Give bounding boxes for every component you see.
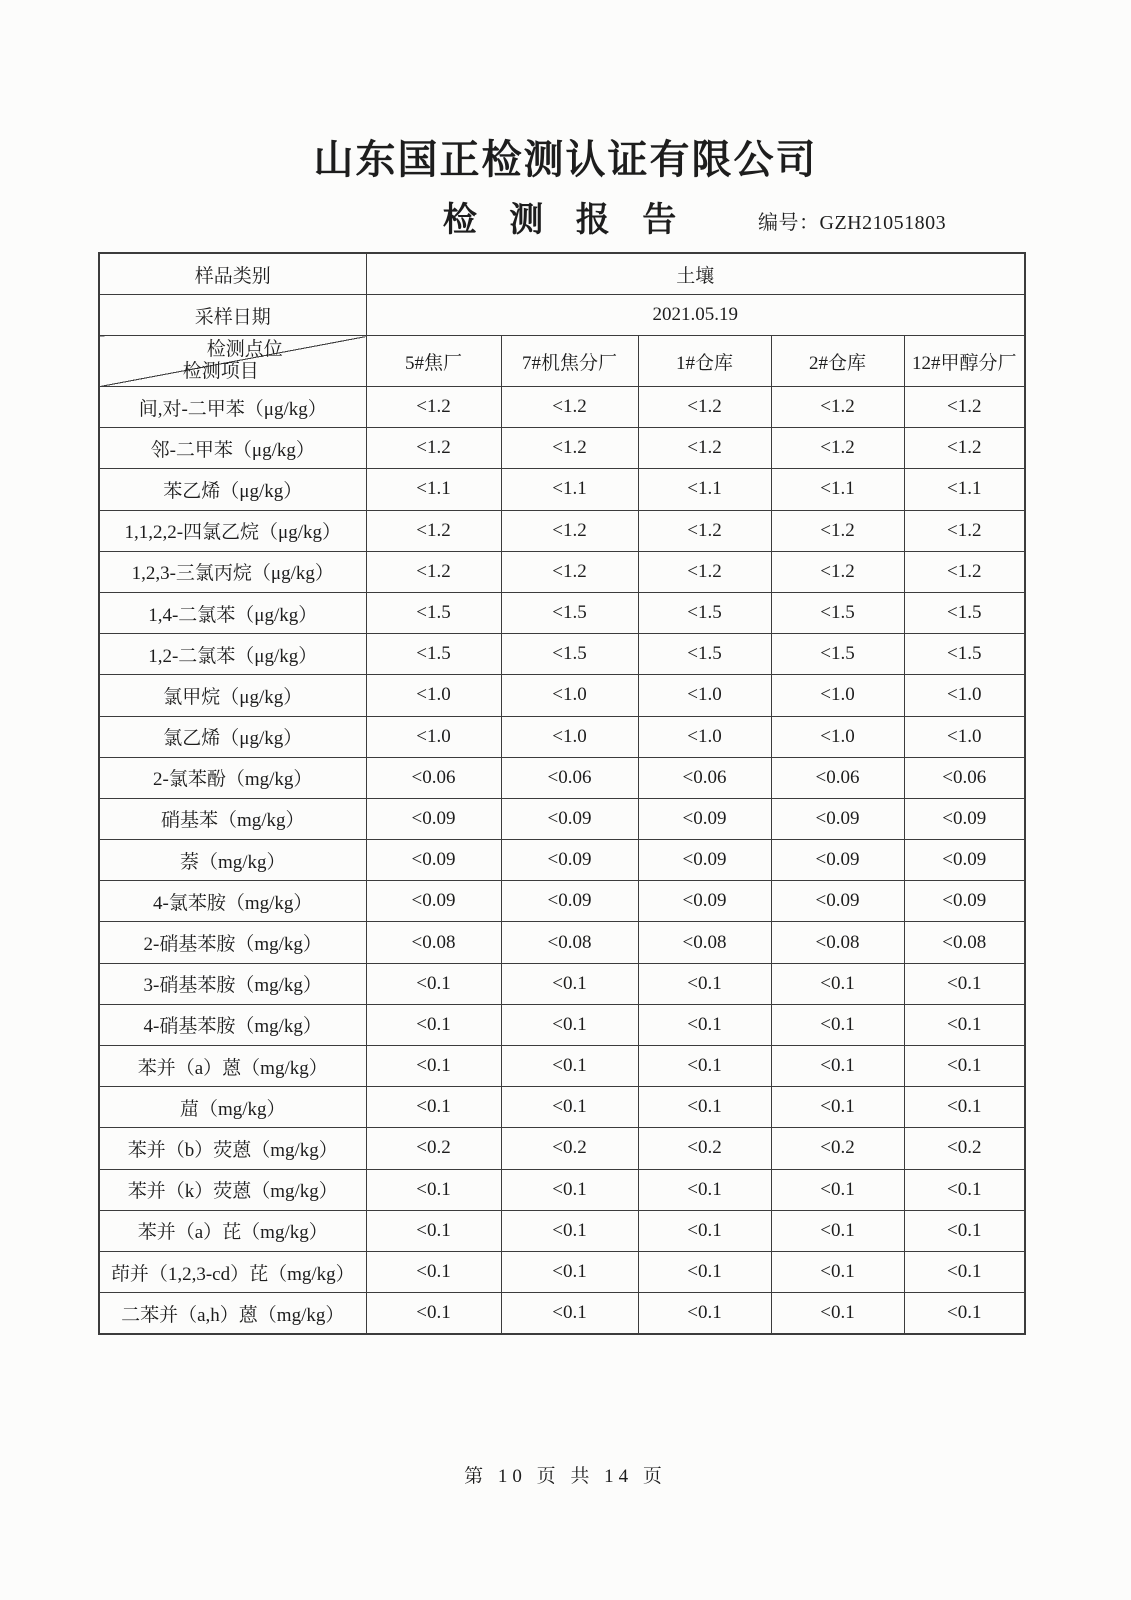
result-value: <1.2 (771, 387, 904, 428)
result-value: <0.08 (771, 922, 904, 963)
result-value: <0.1 (501, 1004, 638, 1045)
result-value: <1.2 (366, 510, 501, 551)
result-value: <1.2 (638, 428, 771, 469)
result-value: <0.1 (771, 963, 904, 1004)
report-number (758, 206, 946, 235)
item-name: 苯并（b）荧蒽（mg/kg） (99, 1128, 366, 1169)
result-value: <0.09 (501, 840, 638, 881)
location-header: 1#仓库 (638, 336, 771, 387)
result-value: <0.1 (501, 1087, 638, 1128)
result-value: <0.06 (771, 757, 904, 798)
table-row (99, 840, 1025, 881)
result-value: <0.09 (771, 881, 904, 922)
result-value: <0.09 (771, 840, 904, 881)
table-row (99, 551, 1025, 592)
result-value: <0.06 (638, 757, 771, 798)
item-name: 4-硝基苯胺（mg/kg） (99, 1004, 366, 1045)
table-row (99, 1046, 1025, 1087)
result-value: <0.1 (771, 1293, 904, 1335)
result-value: <1.1 (904, 469, 1025, 510)
result-value: <0.1 (638, 1004, 771, 1045)
item-name: 4-氯苯胺（mg/kg） (99, 881, 366, 922)
result-value: <0.1 (366, 1046, 501, 1087)
table-row (99, 675, 1025, 716)
result-value: <0.1 (366, 1251, 501, 1292)
result-value: <0.09 (501, 798, 638, 839)
result-value: <1.2 (501, 510, 638, 551)
table-row (99, 510, 1025, 551)
result-value: <0.09 (366, 798, 501, 839)
result-value: <0.09 (638, 840, 771, 881)
result-value: <0.1 (771, 1004, 904, 1045)
result-value: <0.08 (366, 922, 501, 963)
table-row (99, 592, 1025, 633)
result-value: <0.1 (366, 1169, 501, 1210)
result-value: <1.5 (904, 634, 1025, 675)
result-value: <0.09 (501, 881, 638, 922)
result-value: <0.1 (904, 1087, 1025, 1128)
item-name: 硝基苯（mg/kg） (99, 798, 366, 839)
result-value: <0.1 (904, 1046, 1025, 1087)
sampling-date-row (99, 295, 1025, 336)
result-value: <0.2 (771, 1128, 904, 1169)
result-value: <0.1 (771, 1251, 904, 1292)
table-row (99, 1251, 1025, 1292)
result-value: <1.0 (501, 716, 638, 757)
result-value: <1.5 (771, 634, 904, 675)
table-row (99, 1128, 1025, 1169)
result-value: <1.1 (366, 469, 501, 510)
table-row (99, 881, 1025, 922)
result-value: <0.08 (904, 922, 1025, 963)
result-value: <0.1 (366, 963, 501, 1004)
item-name: 间,对-二甲苯（μg/kg） (99, 387, 366, 428)
result-value: <0.1 (638, 963, 771, 1004)
table-row (99, 963, 1025, 1004)
item-name: 3-硝基苯胺（mg/kg） (99, 963, 366, 1004)
result-value: <0.1 (904, 1210, 1025, 1251)
result-value: <0.1 (771, 1210, 904, 1251)
result-value: <0.1 (501, 963, 638, 1004)
result-value: <1.0 (501, 675, 638, 716)
result-value: <1.1 (501, 469, 638, 510)
sampling-date-label: 采样日期 (99, 295, 366, 336)
result-value: <1.2 (501, 551, 638, 592)
result-value: <0.1 (501, 1293, 638, 1335)
result-value: <1.5 (638, 592, 771, 633)
result-value: <0.1 (638, 1046, 771, 1087)
result-value: <1.0 (904, 716, 1025, 757)
result-value: <0.1 (638, 1210, 771, 1251)
sample-type-value: 土壤 (366, 253, 1025, 295)
item-name: 萘（mg/kg） (99, 840, 366, 881)
result-value: <1.2 (904, 510, 1025, 551)
result-value: <0.1 (638, 1293, 771, 1335)
results-table (98, 252, 1026, 1335)
result-value: <1.2 (771, 510, 904, 551)
table-row (99, 798, 1025, 839)
result-value: <0.1 (904, 1293, 1025, 1335)
item-name: 䓛（mg/kg） (99, 1087, 366, 1128)
table-row (99, 1210, 1025, 1251)
result-value: <0.09 (904, 798, 1025, 839)
item-name: 1,4-二氯苯（μg/kg） (99, 592, 366, 633)
table-row (99, 469, 1025, 510)
result-value: <0.1 (771, 1169, 904, 1210)
sampling-date-value: 2021.05.19 (366, 295, 1025, 336)
table-row (99, 1087, 1025, 1128)
result-value: <0.09 (638, 798, 771, 839)
result-value: <1.2 (904, 428, 1025, 469)
item-name: 氯甲烷（μg/kg） (99, 675, 366, 716)
result-value: <0.1 (638, 1087, 771, 1128)
item-name: 苯并（a）蒽（mg/kg） (99, 1046, 366, 1087)
report-title: 检 测 报 告 (442, 202, 689, 239)
result-value: <1.2 (638, 387, 771, 428)
corner-cell (99, 336, 366, 387)
result-value: <0.2 (638, 1128, 771, 1169)
result-value: <0.1 (904, 1004, 1025, 1045)
result-value: <0.1 (771, 1046, 904, 1087)
table-row (99, 1293, 1025, 1335)
report-number-value: GZH21051803 (819, 212, 947, 234)
table-row (99, 634, 1025, 675)
result-value: <1.1 (771, 469, 904, 510)
item-name: 1,2,3-三氯丙烷（μg/kg） (99, 551, 366, 592)
item-name: 氯乙烯（μg/kg） (99, 716, 366, 757)
sample-type-row (99, 253, 1025, 295)
result-value: <0.09 (366, 840, 501, 881)
result-value: <0.09 (904, 840, 1025, 881)
result-value: <1.0 (904, 675, 1025, 716)
result-value: <0.08 (638, 922, 771, 963)
result-value: <0.1 (366, 1293, 501, 1335)
location-header: 7#机焦分厂 (501, 336, 638, 387)
result-value: <0.08 (501, 922, 638, 963)
company-name: 山东国正检测认证有限公司 (313, 137, 818, 182)
item-name: 邻-二甲苯（μg/kg） (99, 428, 366, 469)
result-value: <0.1 (638, 1251, 771, 1292)
result-value: <1.2 (771, 428, 904, 469)
result-value: <1.0 (638, 716, 771, 757)
corner-label-points: 检测点位 (206, 339, 283, 360)
result-value: <1.2 (638, 510, 771, 551)
result-value: <1.0 (771, 675, 904, 716)
result-value: <0.1 (501, 1169, 638, 1210)
item-name: 2-氯苯酚（mg/kg） (99, 757, 366, 798)
result-value: <1.2 (904, 387, 1025, 428)
sample-type-label: 样品类别 (99, 253, 366, 295)
result-value: <0.1 (366, 1210, 501, 1251)
result-value: <1.2 (771, 551, 904, 592)
result-value: <1.0 (771, 716, 904, 757)
table-row (99, 716, 1025, 757)
result-value: <0.2 (501, 1128, 638, 1169)
result-value: <1.2 (366, 387, 501, 428)
item-name: 2-硝基苯胺（mg/kg） (99, 922, 366, 963)
result-value: <1.5 (366, 634, 501, 675)
page-indicator: 第 10 页 共 14 页 (464, 1466, 667, 1487)
item-name: 二苯并（a,h）蒽（mg/kg） (99, 1293, 366, 1335)
result-value: <0.1 (501, 1210, 638, 1251)
item-name: 苯并（a）芘（mg/kg） (99, 1210, 366, 1251)
result-value: <0.1 (904, 1251, 1025, 1292)
report-number-label: 编号： (758, 212, 820, 234)
result-value: <1.5 (638, 634, 771, 675)
result-value: <1.2 (501, 387, 638, 428)
result-value: <0.1 (904, 963, 1025, 1004)
table-row (99, 757, 1025, 798)
item-name: 茚并（1,2,3-cd）芘（mg/kg） (99, 1251, 366, 1292)
result-value: <0.1 (366, 1004, 501, 1045)
location-header: 5#焦厂 (366, 336, 501, 387)
result-value: <1.2 (366, 551, 501, 592)
result-value: <0.2 (366, 1128, 501, 1169)
result-value: <1.5 (904, 592, 1025, 633)
result-value: <1.1 (638, 469, 771, 510)
item-name: 1,1,2,2-四氯乙烷（μg/kg） (99, 510, 366, 551)
result-value: <0.1 (638, 1169, 771, 1210)
location-header: 2#仓库 (771, 336, 904, 387)
result-value: <1.2 (904, 551, 1025, 592)
result-value: <0.09 (638, 881, 771, 922)
result-value: <0.1 (366, 1087, 501, 1128)
result-value: <0.1 (771, 1087, 904, 1128)
table-row (99, 387, 1025, 428)
result-value: <1.5 (501, 634, 638, 675)
table-row (99, 1169, 1025, 1210)
result-value: <0.09 (904, 881, 1025, 922)
result-value: <1.2 (501, 428, 638, 469)
table-row (99, 1004, 1025, 1045)
result-value: <0.1 (501, 1046, 638, 1087)
result-value: <0.1 (904, 1169, 1025, 1210)
location-header: 12#甲醇分厂 (904, 336, 1025, 387)
result-value: <0.09 (366, 881, 501, 922)
result-value: <0.06 (366, 757, 501, 798)
result-value: <1.5 (501, 592, 638, 633)
result-value: <1.2 (366, 428, 501, 469)
title-row (0, 192, 1131, 242)
item-name: 苯乙烯（μg/kg） (99, 469, 366, 510)
result-value: <1.0 (638, 675, 771, 716)
corner-label-items: 检测项目 (182, 361, 259, 382)
results-tbody (99, 253, 1025, 1334)
location-header-row (99, 336, 1025, 387)
result-value: <1.5 (366, 592, 501, 633)
item-name: 苯并（k）荧蒽（mg/kg） (99, 1169, 366, 1210)
result-value: <0.06 (501, 757, 638, 798)
result-value: <1.0 (366, 716, 501, 757)
result-value: <0.1 (501, 1251, 638, 1292)
table-row (99, 922, 1025, 963)
result-value: <1.5 (771, 592, 904, 633)
result-value: <0.2 (904, 1128, 1025, 1169)
result-value: <1.2 (638, 551, 771, 592)
result-value: <1.0 (366, 675, 501, 716)
result-value: <0.06 (904, 757, 1025, 798)
table-row (99, 428, 1025, 469)
item-name: 1,2-二氯苯（μg/kg） (99, 634, 366, 675)
result-value: <0.09 (771, 798, 904, 839)
